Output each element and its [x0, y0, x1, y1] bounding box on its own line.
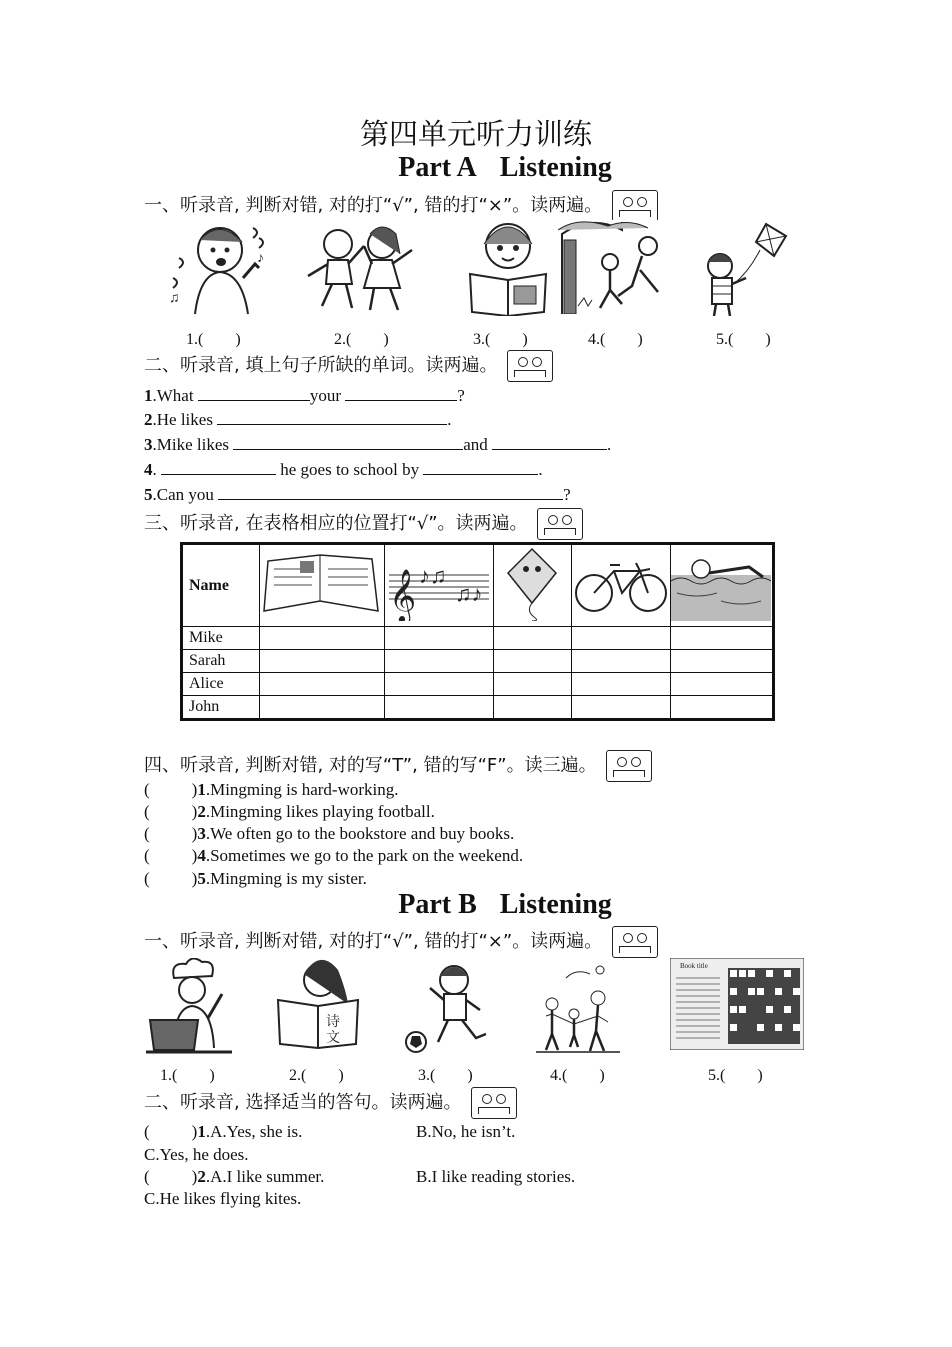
cassette-icon	[471, 1087, 517, 1119]
tf-item-5: ( )5.Mingming is my sister.	[144, 869, 367, 888]
blank-input[interactable]	[492, 433, 607, 450]
svg-text:♫♪: ♫♪	[455, 581, 483, 606]
page-title: 第四单元听力训练	[359, 117, 592, 151]
blank-input[interactable]	[345, 384, 457, 401]
answer-label-b5[interactable]: 5.( )	[708, 1067, 763, 1084]
boy-playing-football-image	[398, 962, 494, 1056]
fill-line-2: 2.He likes .	[144, 410, 452, 429]
children-dancing-image	[300, 222, 420, 316]
choice-q1: ( )1.A.Yes, she is.	[144, 1122, 303, 1141]
table-row: John	[182, 696, 774, 720]
blank-input[interactable]	[217, 408, 447, 425]
svg-text:♫: ♫	[169, 291, 180, 306]
boy-flying-kite-image	[700, 222, 790, 316]
answer-label-a2[interactable]: 2.( )	[334, 331, 389, 348]
blank-input[interactable]	[233, 433, 463, 450]
music-notes-image	[385, 544, 494, 627]
park-running-image	[558, 220, 676, 314]
part-a-label: Part A	[398, 152, 477, 183]
part-b-listening: Listening	[499, 889, 612, 920]
family-walking-image	[536, 962, 620, 1056]
cassette-icon	[606, 750, 652, 782]
tf-item-1: ( )1.Mingming is hard-working.	[144, 780, 399, 799]
svg-text:♪♫: ♪♫	[419, 563, 447, 588]
part-a-heading	[0, 152, 952, 184]
part-a-listening: Listening	[499, 152, 612, 183]
answer-label-b3[interactable]: 3.( )	[418, 1067, 473, 1084]
tf-item-4: ( )4.Sometimes we go to the park on the weekend.	[144, 846, 524, 865]
fill-line-5: 5.Can you ?	[144, 485, 571, 504]
table-row: Mike	[182, 627, 774, 650]
option-b: B.No, he isn’t.	[416, 1122, 516, 1141]
girl-reading-image	[460, 216, 556, 316]
answer-label-a4[interactable]: 4.( )	[588, 331, 643, 348]
option-c: C.He likes flying kites.	[144, 1189, 302, 1208]
crossword-book-image	[670, 958, 804, 1050]
choice-q2: ( )2.A.I like summer.	[144, 1167, 325, 1186]
answer-label-a5[interactable]: 5.( )	[716, 331, 771, 348]
tf-item-3: ( )3.We often go to the bookstore and buy books.	[144, 824, 515, 843]
section-b2-instruction: 二、听录音, 选择适当的答句。读两遍。	[144, 1087, 517, 1119]
svg-text:𝄞: 𝄞	[389, 570, 417, 621]
fill-line-4: 4. he goes to school by .	[144, 460, 543, 479]
cassette-icon	[612, 190, 658, 222]
girl-reading-chinese-image	[268, 956, 364, 1052]
boy-singing-image	[165, 218, 275, 316]
section-b1-instruction: 一、听录音, 判断对错, 对的打“√”, 错的打“×”。读两遍。	[144, 926, 658, 958]
answer-label-a1[interactable]: 1.( )	[186, 331, 241, 348]
cassette-icon	[612, 926, 658, 958]
book-image	[260, 544, 385, 627]
svg-text:♪: ♪	[257, 251, 264, 266]
blank-input[interactable]	[423, 458, 538, 475]
answer-label-a3[interactable]: 3.( )	[473, 331, 528, 348]
fill-line-1: 1.What your ?	[144, 386, 465, 405]
table-row: Sarah	[182, 650, 774, 673]
part-b-label: Part B	[398, 889, 477, 920]
table-header-row	[182, 544, 774, 627]
blank-input[interactable]	[218, 483, 563, 500]
option-a: .A.I like summer.	[205, 1167, 325, 1186]
section-a2-instruction: 二、听录音, 填上句子所缺的单词。读两遍。	[144, 350, 553, 382]
cassette-icon	[507, 350, 553, 382]
section-a3-instruction: 三、听录音, 在表格相应的位置打“√”。读两遍。	[144, 508, 583, 540]
answer-label-b4[interactable]: 4.( )	[550, 1067, 605, 1084]
tf-item-2: ( )2.Mingming likes playing football.	[144, 802, 435, 821]
activity-table	[180, 542, 775, 721]
answer-label-b1[interactable]: 1.( )	[160, 1067, 215, 1084]
bicycle-image	[572, 544, 671, 627]
option-b: B.I like reading stories.	[416, 1167, 576, 1186]
option-c: C.Yes, he does.	[144, 1145, 249, 1164]
name-header: Name	[182, 544, 260, 627]
chef-cooking-image	[146, 958, 232, 1054]
cassette-icon	[537, 508, 583, 540]
section-a1-instruction: 一、听录音, 判断对错, 对的打“√”, 错的打“×”。读两遍。	[144, 190, 658, 222]
answer-label-b2[interactable]: 2.( )	[289, 1067, 344, 1084]
option-a: .A.Yes, she is.	[205, 1122, 303, 1141]
blank-input[interactable]	[198, 384, 310, 401]
blank-input[interactable]	[161, 458, 276, 475]
fill-line-3: 3.Mike likes and .	[144, 435, 612, 454]
section-a4-instruction: 四、听录音, 判断对错, 对的写“T”, 错的写“F”。读三遍。	[144, 750, 652, 782]
svg-text:文: 文	[326, 1030, 340, 1046]
swimming-image	[671, 544, 774, 627]
kite-image	[494, 544, 572, 627]
table-row: Alice	[182, 673, 774, 696]
book-title-text: Book title	[680, 962, 708, 970]
svg-text:诗: 诗	[326, 1014, 340, 1030]
part-b-heading	[0, 889, 952, 921]
